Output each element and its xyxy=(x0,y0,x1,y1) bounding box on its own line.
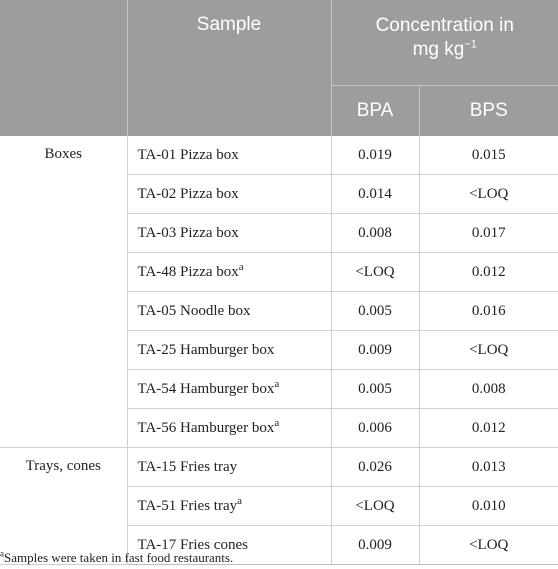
bps-value: 0.013 xyxy=(419,448,558,487)
sample-name-cell xyxy=(127,253,331,292)
group-label: Trays, cones xyxy=(0,448,127,565)
bps-value: <LOQ xyxy=(419,175,558,214)
sample-name-cell xyxy=(127,370,331,409)
header-concentration-exponent: −1 xyxy=(464,38,477,51)
bpa-value: <LOQ xyxy=(331,253,419,292)
bpa-value: 0.019 xyxy=(331,136,419,175)
bps-value: 0.012 xyxy=(419,253,558,292)
table-row xyxy=(0,448,558,487)
sample-name: TA-02 Pizza box xyxy=(137,185,239,202)
header-bps: BPS xyxy=(419,86,558,137)
bpa-value: 0.006 xyxy=(331,409,419,448)
header-blank xyxy=(0,0,127,136)
sample-name-cell xyxy=(127,487,331,526)
bpa-value: 0.005 xyxy=(331,370,419,409)
sample-name: TA-54 Hamburger box xyxy=(137,380,275,397)
header-concentration-label: Concentration in xyxy=(375,15,514,36)
bps-value: <LOQ xyxy=(419,526,558,565)
sample-footnote-marker: a xyxy=(238,260,244,273)
bps-value: 0.016 xyxy=(419,292,558,331)
sample-name: TA-17 Fries cones xyxy=(137,536,248,553)
sample-name: TA-25 Hamburger box xyxy=(137,341,275,358)
bpa-value: 0.009 xyxy=(331,526,419,565)
table-body xyxy=(0,136,558,565)
bpa-value: 0.014 xyxy=(331,175,419,214)
sample-footnote-marker: a xyxy=(274,377,280,390)
bpa-value: 0.008 xyxy=(331,214,419,253)
sample-name-cell xyxy=(127,214,331,253)
bpa-value: 0.026 xyxy=(331,448,419,487)
sample-footnote-marker: a xyxy=(274,416,280,429)
bps-value: 0.012 xyxy=(419,409,558,448)
sample-name: TA-05 Noodle box xyxy=(137,302,251,319)
sample-name: TA-48 Pizza box xyxy=(137,263,239,280)
sample-name: TA-56 Hamburger box xyxy=(137,419,275,436)
table-row xyxy=(0,136,558,175)
header-concentration-unit: mg kg xyxy=(412,39,465,60)
sample-name-cell xyxy=(127,409,331,448)
sample-name-cell xyxy=(127,175,331,214)
group-label: Boxes xyxy=(0,136,127,448)
header-concentration xyxy=(331,0,558,86)
footnote-marker: a xyxy=(0,548,4,559)
bps-value: 0.017 xyxy=(419,214,558,253)
header-sample: Sample xyxy=(127,0,331,136)
sample-name: TA-15 Fries tray xyxy=(137,458,238,475)
footnote-text: Samples were taken in fast food restaurants. xyxy=(4,550,234,565)
sample-name-cell xyxy=(127,448,331,487)
sample-name: TA-51 Fries tray xyxy=(137,497,238,514)
sample-name-cell xyxy=(127,292,331,331)
bpa-value: <LOQ xyxy=(331,487,419,526)
bpa-value: 0.005 xyxy=(331,292,419,331)
bps-value: 0.008 xyxy=(419,370,558,409)
bps-value: 0.010 xyxy=(419,487,558,526)
sample-footnote-marker: a xyxy=(237,494,242,507)
footnote xyxy=(0,550,233,566)
sample-name-cell xyxy=(127,331,331,370)
sample-name: TA-01 Pizza box xyxy=(137,146,239,163)
bps-value: <LOQ xyxy=(419,331,558,370)
bpa-value: 0.009 xyxy=(331,331,419,370)
bps-value: 0.015 xyxy=(419,136,558,175)
header-bpa: BPA xyxy=(331,86,419,137)
sample-name-cell xyxy=(127,136,331,175)
sample-name: TA-03 Pizza box xyxy=(137,224,239,241)
